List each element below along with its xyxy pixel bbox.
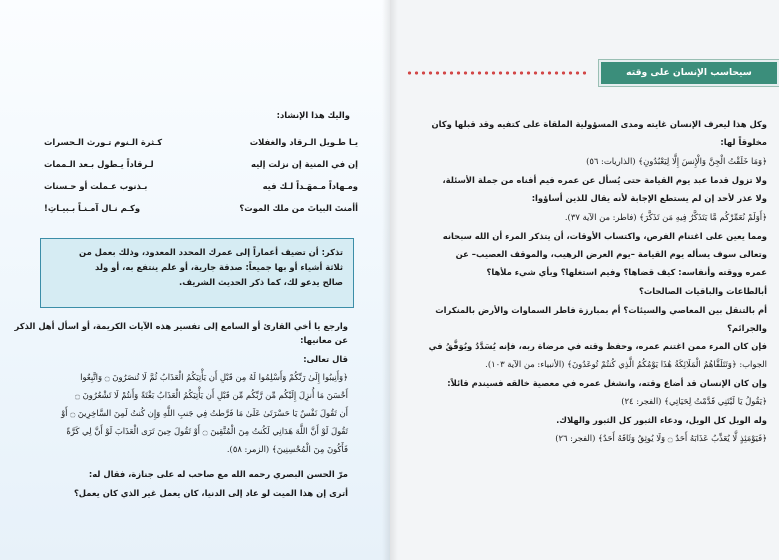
- body-line: أم بالتنقل بين المعاصي والسيئات؟ أم بمبارزة فاطر السماوات والأرض بالمنكرات: [435, 305, 767, 315]
- verse-second-half: وكـم نـال آمـنـاً بـبيـاتِ!: [44, 203, 141, 213]
- body-line: ولا عذر لأحد إن لم يستطع الإجابة لأنه يقال للذين أساؤوا:: [531, 193, 767, 203]
- body-line: عمره ووقته وأنفاسه: كيف قضاها؟ وفيم استغلها؟ وبأي شيء ملأها؟: [486, 267, 767, 277]
- body-line: وتعالى سوف يسأله يوم القيامة –يوم العرض الرهيب، والموقف العصيب– عن: [455, 249, 767, 259]
- quran-verse-line: ﴿يَقُولُ يَا لَيْتَنِي قَدَّمْتُ لِحَيَاتِي﴾ (الفجر: ٢٤): [621, 396, 767, 406]
- quran-verse-line: ﴿فَيَوْمَئِذٍ لَّا يُعَذِّبُ عَذَابَهُ أَحَدٌ ۝ وَلَا يُوثِقُ وَثَاقَهُ أَحَدٌ﴾ (الفجر: ٢٦): [555, 433, 767, 443]
- quran-verse-line: ﴿أَوَلَمْ نُعَمِّرْكُم مَّا يَتَذَكَّرُ فِيهِ مَن تَذَكَّرَ﴾ (فاطر: من الآية ٣٧).: [564, 212, 767, 222]
- body-line: وله الويل كل الويل، ودعاء الثبور كل الثبور والهلاك.: [556, 415, 767, 425]
- body-line: مخلوقاً لها:: [720, 137, 767, 147]
- chapter-banner: [591, 60, 779, 88]
- verse-second-half: لـرقاداً يـطول بـعد الـممات: [44, 159, 154, 169]
- verse-first-half: إن في المنية إن نزلت إليه: [251, 159, 358, 169]
- verse-first-half: ومـهاداً مـمهَـداً لـك فيه: [262, 181, 358, 191]
- poem: [44, 137, 358, 225]
- verse-second-half: كـثرة الـنوم تـورث الـحسرات: [44, 137, 163, 147]
- book-gutter: [382, 0, 398, 560]
- body-line: وارجع يا أخي القارئ أو السامع إلى تفسير هذه الآيات الكريمة، أو اسأل أهل الذكر: [14, 321, 348, 331]
- body-line: فإن كان المرء ممن اغتنم عمره، وحفظ وقته في مرضاة ربه، فإنه يُسَدَّدُ ويُوَفَّقُ في: [428, 341, 767, 351]
- reminder-note-box: [40, 238, 354, 308]
- verse-second-half: بـذنوب عـملت أو حـسنات: [44, 181, 148, 191]
- quran-verse-line: الجواب: ﴿وَتَتَلَقَّاهُمُ الْمَلَائِكَةُ هَٰذَا يَوْمُكُمُ الَّذِي كُنتُمْ تُوعَدُونَ﴾ (الأنبياء: من الآية ١٠٣).: [485, 359, 767, 369]
- right-page: [390, 0, 779, 560]
- quran-verse-line: فَأَكُونَ مِنَ الْمُحْسِنِينَ﴾ (الزمر: ٥٨).: [226, 444, 348, 454]
- poem-verse: [44, 137, 358, 159]
- note-line: صالح يدعو لك، كما ذكر الحديث الشريف.: [179, 277, 343, 287]
- body-line: قال تعالى:: [303, 354, 348, 364]
- verse-first-half: يـا طـويل الـرقاد والغفلات: [249, 137, 358, 147]
- dotted-decoration: [406, 70, 586, 76]
- body-line: مرّ الحسن البصري رحمه الله مع صاحب له على جنازة، فقال له:: [88, 469, 348, 479]
- body-line: والجرائم؟: [727, 323, 767, 333]
- note-line: ثلاثة أشياء أو بها جميعاً: صدقة جارية، أو علم ينتفع به، أو ولد: [95, 262, 343, 272]
- poem-heading: واليك هذا الإنشاد:: [276, 110, 350, 120]
- quran-verse-line: ﴿وَأَنِيبُوا إِلَىٰ رَبِّكُمْ وَأَسْلِمُوا لَهُ مِن قَبْلِ أَن يَأْتِيَكُمُ الْعَذَابُ ثُمَّ لَا تُنصَرُونَ ۝ وَاتَّبِعُوا: [80, 372, 348, 382]
- quran-verse-line: ﴿وَمَا خَلَقْتُ الْجِنَّ وَالْإِنسَ إِلَّا لِيَعْبُدُونِ﴾ (الذاريات: ٥٦): [586, 156, 767, 166]
- poem-verse: [44, 203, 358, 225]
- body-line: أبالطاعات والباقيات الصالحات؟: [639, 286, 767, 296]
- body-line: أترى إن هذا الميت لو عاد إلى الدنيا، كان يعمل غير الذي كان يعمل؟: [73, 488, 348, 498]
- quran-verse-line: أَن تَقُولَ نَفْسٌ يَا حَسْرَتَىٰ عَلَىٰ مَا فَرَّطتُ فِي جَنبِ اللَّهِ وَإِن كُنتُ لَمِنَ السَّاخِرِينَ ۝ أَوْ: [61, 408, 348, 418]
- body-line: عن معانيها:: [300, 335, 348, 345]
- right-body-text: [407, 118, 767, 518]
- note-line: تذكر: أن تضيف أعماراً إلى عمرك المحدد المعدود، وذلك بعمل من: [79, 247, 343, 257]
- body-line: ومما يعين على اغتنام الفرص، واكتساب الأوقات، أن يتذكر المرء أن الله سبحانه: [442, 231, 767, 241]
- body-line: وكل هذا ليعرف الإنسان غايته ومدى المسؤولية الملقاة على كتفيه وقد قبلها وكان: [431, 119, 767, 129]
- chapter-title: سيحاسب الإنسان على وقته: [599, 60, 779, 86]
- poem-verse: [44, 181, 358, 203]
- body-line: وإن كان الإنسان قد أضاع وقته، وانشغل عمره في معصية خالقه فسيندم قائلاً:: [447, 378, 767, 388]
- quran-verse-line: أَحْسَنَ مَا أُنزِلَ إِلَيْكُم مِّن رَّبِّكُم مِّن قَبْلِ أَن يَأْتِيَكُمُ الْعَذَابُ بَغْتَةً وَأَنتُمْ لَا تَشْعُرُونَ ۝: [75, 390, 348, 400]
- quran-verse-line: تَقُولَ لَوْ أَنَّ اللَّهَ هَدَانِي لَكُنتُ مِنَ الْمُتَّقِينَ ۝ أَوْ تَقُولَ حِينَ تَرَى الْعَذَابَ لَوْ أَنَّ لِي كَرَّةً: [66, 426, 348, 436]
- left-body-text: [14, 320, 348, 510]
- poem-verse: [44, 159, 358, 181]
- verse-first-half: أأمنتَ البياتَ من ملك الموت؟: [239, 203, 358, 213]
- body-line: ولا تزول قدما عبد يوم القيامة حتى يُسأل عن عمره فيم أفناه من جملة الأسئلة،: [442, 175, 767, 185]
